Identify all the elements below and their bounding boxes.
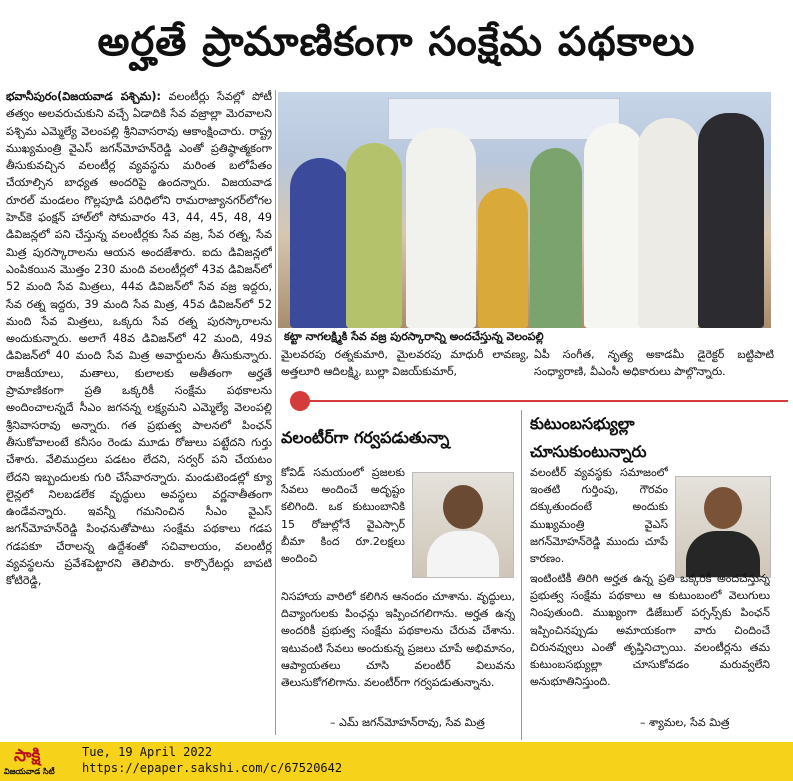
person-figure <box>584 123 644 328</box>
body-shape <box>427 531 499 578</box>
left-column-article <box>6 88 272 738</box>
person-figure <box>478 188 528 328</box>
story2-bottom-text: ఇంటింటికీ తిరిగి అర్హత ఉన్న ప్రతి ఒక్కరికీ అందచేస్తున్న ప్రభుత్వ సంక్షేమ పథకాలు ఆ కుటుంబంలో వెలుగులు నింపుతుంది. ముఖ్యంగా డిజేబుల్ పర్సన్స్‌కు పింఛన్ ఇప్పించినప్పుడు అమాయకంగా వారు చిందించే చిరునవ్వులు ఎంతో తృప్తినిచ్చాయి. వలంటీర్లను తమ కుటుంబసభ్యుల్లా చూసుకోవడం మరువ్వలేని అనుభూతినిస్తుంది. <box>530 572 770 689</box>
story1-signature: – ఎమ్ జగన్‌మోహన్‌రావు, సేవ మిత్ర <box>330 716 485 729</box>
continuation-right: ఏపీ సంగీత, నృత్య అకాడమీ డైరెక్టర్ బట్టిపాటి సంధ్యారాణి, వీఎంసీ అధికారులు పాల్గొన్నారు. <box>534 348 774 378</box>
news-photo[interactable] <box>278 92 771 328</box>
person-figure <box>638 118 700 328</box>
story1-portrait[interactable] <box>412 472 514 578</box>
story2-heading-line2: చూసుకుంటున్నారు <box>530 442 647 461</box>
person-figure <box>346 143 402 328</box>
story2-signature: – శ్యామల, సేవ మిత్ర <box>640 716 730 729</box>
story1-top-text: కోవిడ్ సమయంలో ప్రజలకు సేవలు అందించే అదృష్టం కలిగింది. ఒక కుటుంబానికి 15 రోజుల్లోనే వైఎస్సార్ బీమా కింద రూ.2లక్షలు అందించి <box>281 466 405 566</box>
footer-bar <box>0 742 793 781</box>
publish-date: Tue, 19 April 2022 <box>82 745 213 759</box>
person-figure <box>698 113 764 328</box>
person-figure <box>290 158 350 328</box>
left-column-body: వలంటీర్లు సేవల్లో పోటీ తత్వం అలవరుచుకుని వచ్చే ఏడాదికి సేవ వజ్రాల్లా మెరవాలని పశ్చిమ ఎమ్మెల్యే వెలంపల్లి శ్రీనివాసరావు ఆకాంక్షించారు. రాష్ట్ర ముఖ్యమంత్రి వైఎస్ జగన్‌మోహన్‌రెడ్డి ఎంతో ప్రతిష్ఠాత్మకంగా తీసుకువచ్చిన వలంటీర్ల వ్యవస్థను మరింత బలోపేతం చేయాల్సిన బాధ్యత అందరిపై ఉందన్నారు. విజయవాడ రూరల్ మండలం గొల్లపూడి పరిధిలోని రామరాజ్యానగర్‌లోగల హెచ్‌కె ఫంక్షన్ హాల్‌లో సోమవారం 43, 44, 45, 48, 49 డివిజన్లలో పని చేస్తున్న వలంటీర్లకు సేవ వజ్ర, సేవ రత్న, సేవ మిత్ర పురస్కారాలను ఆయన అందజేశారు. ఐదు డివిజన్లలో ఎంపికయిన మొత్తం 230 మంది వలంటీర్లలో 43వ డివిజన్‌లో 52 మంది సేవ మిత్రలు, 44వ డివిజన్‌లో సేవ వజ్ర ఇద్దరు, సేవ రత్న ఇద్దరు, 39 మంది సేవ మిత్ర, 45వ డివిజన్‌లో 52 మంది సేవ మిత్రలు, ఒక్కరు సేవ రత్న పురస్కారాలను అందుకున్నారు. అలాగే 48వ డివిజన్‌లో 42 మంది, 49వ డివిజన్‌లో 40 మంది సేవ మిత్ర అవార్డులను తీసుకున్నారు. రాజకీయాలు, మతాలు, కులాలకు అతీతంగా అర్హతే ప్రామాణికంగా ప్రతి ఒక్కరికీ సంక్షేమ పథకాలను అందించాలన్నదే సీఎం జగనన్న లక్ష్యమని ఎమ్మెల్యే వెలంపల్లి శ్రీనివాసరావు అన్నారు. గత ప్రభుత్వ పాలనలో పింఛన్ తీసుకోవాలంటే కనీసం రెండు మూడు రోజులు పట్టేదని గుర్తు చేశారు. వేలిముద్రలు పడటం లేదని, సర్వర్ పని చేయటం లేదని ఇబ్బందులకు గురి చేసేవారన్నారు. మండుటెండల్లో క్యూ లైన్లలో నిలబడలేక వృద్ధులు అవస్థలు వర్ణనాతీతంగా ఉండేవన్నారు. ఇవన్నీ గమనించిన సీఎం వైఎస్ జగన్‌మోహన్‌రెడ్డి పింఛనుతోపాటు సంక్షేమ పథకాలు గడప గడపకూ చేరాలన్న ఉద్దేశంతో సచివాలయం, వలంటీర్ల వ్యవస్థలను ప్రవేశపెట్టారని తెలిపారు. కార్పొరేటర్లు బాపటి కోటిరెడ్డి, <box>6 90 272 588</box>
column-divider <box>275 90 276 735</box>
section-divider <box>300 400 788 402</box>
epaper-url-link[interactable]: https://epaper.sakshi.com/c/67520642 <box>82 761 343 775</box>
person-figure <box>530 148 582 328</box>
head-shape <box>704 487 742 529</box>
story1-bottom-text: నిసహాయ వారిలో కలిగిన ఆనందం చూశాను. వృద్ధులు, దివ్యాంగులకు పింఛన్లు ఇప్పించగలిగాను. అర్హత ఉన్న అందరికీ ప్రభుత్వ సంక్షేమ పథకాలను చేరువ చేశాను. ఇటువంటి సేవలు అందుకున్న ప్రజలు చూపే అభిమానం, ఆప్యాయతలు చూసి వలంటీర్ విలువను తెలుసుకోగలిగాను. వలంటీర్‌గా గర్వపడుతున్నాను. <box>281 590 515 690</box>
story1-heading: వలంటీర్‌గా గర్వపడుతున్నా <box>281 428 450 447</box>
edition-label: విజయవాడ సిటీ <box>4 767 55 776</box>
section-marker-icon <box>290 391 310 411</box>
person-figure <box>406 128 476 328</box>
photo-caption: కట్టా నాగలక్ష్మికి సేవ వజ్ర పురస్కారాన్ని అందచేస్తున్న వెలంపల్లి <box>278 328 771 346</box>
story2-portrait[interactable] <box>675 476 771 578</box>
sakshi-logo[interactable]: సాక్షి <box>14 746 41 766</box>
story2-heading-line1: కుటుంబసభ్యుల్లా <box>530 414 635 433</box>
headline: అర్హతే ప్రామాణికంగా సంక్షేమ పథకాలు <box>97 19 696 65</box>
continuation-mid: మైలవరపు రత్నకుమారి, మైలవరపు మాధురీ లావణ్య, అత్తలూరి ఆదిలక్ష్మి, బుల్లా విజయ్‌కుమార్, <box>281 348 529 378</box>
head-shape <box>443 485 483 529</box>
dateline: భవానీపురం(విజయవాడ పశ్చిమ): <box>6 90 161 103</box>
story-divider <box>521 410 522 740</box>
story2-top-text: వలంటీర్ వ్యవస్థకు సమాజంలో ఇంతటి గుర్తింపు, గౌరవం దక్కుతుందంటే అందుకు ముఖ్యమంత్రి వైఎస్ జగన్‌మోహన్‌రెడ్డి ముందు చూపే కారణం. <box>530 466 668 566</box>
